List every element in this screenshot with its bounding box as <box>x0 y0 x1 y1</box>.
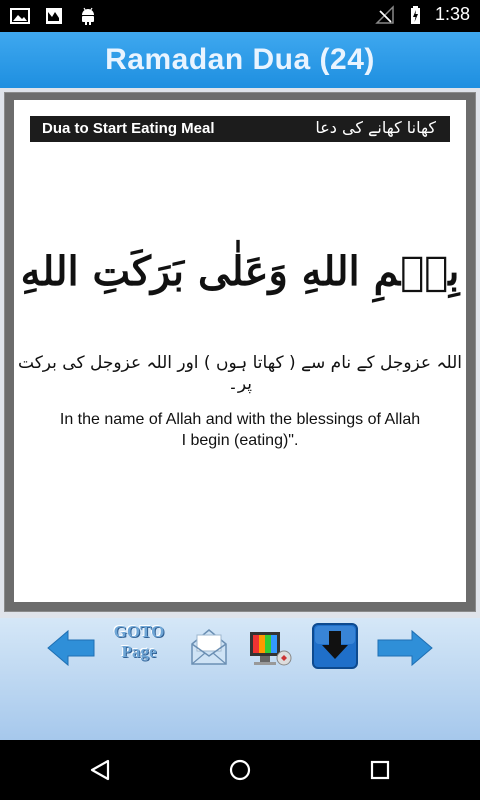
android-icon <box>78 6 98 26</box>
home-icon[interactable] <box>228 758 252 782</box>
status-time: 1:38 <box>434 4 470 24</box>
email-icon[interactable] <box>188 626 230 668</box>
dua-card <box>14 100 466 602</box>
battery-charging-icon <box>405 5 425 25</box>
dua-title-urdu: کھانا کھانے کی دعا <box>315 118 436 137</box>
goto-page-button[interactable] <box>106 622 172 670</box>
dua-arabic-text: بِسۡمِ اللهِ وَعَلٰى بَرَكَتِ اللهِ <box>20 248 460 295</box>
title-bar <box>0 32 480 88</box>
status-bar <box>0 0 480 32</box>
next-arrow-icon[interactable] <box>376 628 434 668</box>
status-left-icons <box>10 6 98 26</box>
goto-label: GOTO <box>113 622 165 641</box>
gallery-icon <box>44 6 64 26</box>
download-icon[interactable] <box>312 623 358 669</box>
recents-icon[interactable] <box>368 758 392 782</box>
dua-header-bar <box>30 116 450 142</box>
page-label: Page <box>121 642 157 661</box>
color-chart-icon[interactable] <box>248 628 294 670</box>
no-signal-icon <box>375 5 395 25</box>
english-line-2: I begin (eating)". <box>181 432 299 449</box>
navigation-bar <box>0 740 480 800</box>
status-right-icons <box>375 4 470 25</box>
dua-english-translation <box>14 409 466 451</box>
dua-urdu-translation: اللہ عزوجل کے نام سے ( کھاتا ہوں ) اور اللہ عزوجل کی برکت پر۔ <box>18 353 462 394</box>
back-icon[interactable] <box>88 758 112 782</box>
image-icon <box>10 6 30 26</box>
english-line-1: In the name of Allah and with the blessings of Allah <box>59 411 421 428</box>
prev-arrow-icon[interactable] <box>46 628 96 668</box>
page-title: Ramadan Dua (24) <box>105 43 375 76</box>
dua-title-english: Dua to Start Eating Meal <box>42 120 215 137</box>
